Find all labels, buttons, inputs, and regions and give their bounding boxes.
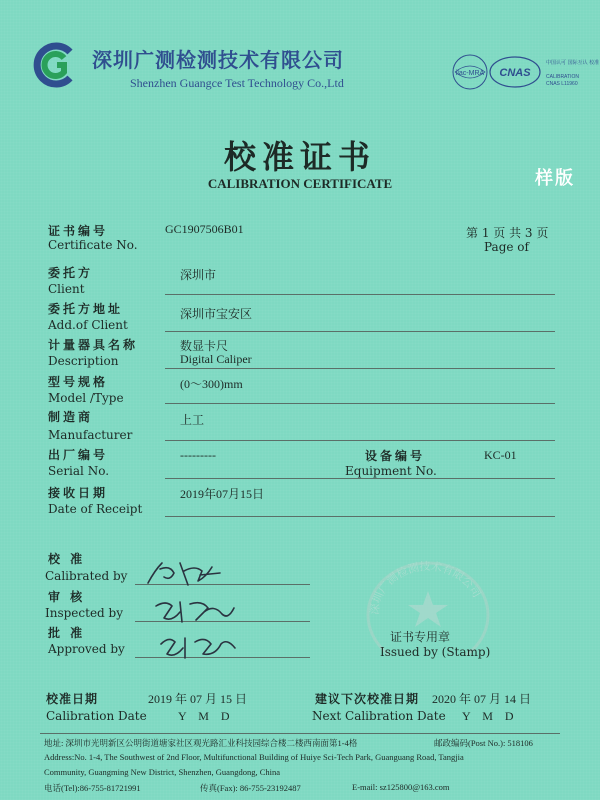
cnas-label: CNAS (499, 67, 531, 79)
calibrated-label-cn: 校 准 (48, 552, 86, 566)
cert-no-label-en: Certificate No. (48, 238, 138, 252)
client-label-en: Client (48, 282, 85, 296)
client-line (165, 294, 555, 295)
ilac-mra-icon (453, 55, 487, 89)
footer-divider (40, 733, 560, 734)
next-date-label-cn: 建议下次校准日期 (315, 692, 420, 706)
calibrated-signature (140, 555, 240, 590)
cert-no-label-cn: 证书编号 (48, 224, 109, 238)
client-value: 深圳市 (180, 268, 217, 282)
model-line (165, 403, 555, 404)
stamp-label-en: Issued by (Stamp) (380, 645, 491, 659)
manufacturer-line (165, 440, 555, 441)
company-name-cn: 深圳广测检测技术有限公司 (92, 48, 344, 72)
cal-date-value: 2019 年 07 月 15 日 (148, 692, 248, 706)
accreditation-marks (450, 52, 600, 92)
next-date-value: 2020 年 07 月 14 日 (432, 692, 532, 706)
serial-label-cn: 出厂编号 (48, 448, 109, 462)
description-line (165, 368, 555, 369)
sample-mark: 样版 (535, 168, 575, 189)
footer-address-en-2: Community, Guangming New District, Shenzhen, Guangdong, China (44, 767, 281, 777)
company-name-en: Shenzhen Guangce Test Technology Co.,Ltd (130, 76, 344, 90)
manufacturer-label-en: Manufacturer (48, 428, 133, 442)
client-addr-line (165, 331, 555, 332)
stamp-ring-text: 深圳广测检测技术有限公司 (367, 559, 484, 616)
stamp-label-cn: 证书专用章 (390, 630, 451, 644)
stamp-star-icon (408, 591, 448, 627)
cal-date-label-cn: 校准日期 (46, 692, 99, 706)
serial-line (165, 478, 555, 479)
footer-address-cn: 地址: 深圳市光明新区公明街道塘家社区观光路汇业科技园综合楼二楼西南面第1-4格 (44, 738, 358, 748)
next-date-ymd: Y M D (462, 709, 514, 723)
footer-address-en-1: Address:No. 1-4, The Southwest of 2nd Floor, Multifunctional Building of Huiye Sci-Tech Park, Guanguang Road, Tangjia (44, 752, 464, 762)
page-label-cn: 第 1 页 共 3 页 (466, 226, 549, 240)
cert-no-value: GC1907506B01 (165, 222, 244, 236)
cal-date-label-en: Calibration Date (46, 709, 147, 723)
footer-tel: 电话(Tel):86-755-81721991 (44, 783, 141, 793)
model-value: (0～300)mm (180, 377, 243, 391)
cnas-cn: 中国认可 国际互认 校准 (546, 60, 600, 66)
client-label-cn: 委托方 (48, 266, 94, 280)
company-logo-icon (32, 40, 82, 90)
description-value-cn: 数显卡尺 (180, 339, 229, 353)
equipment-label-en: Equipment No. (345, 464, 437, 478)
serial-value: --------- (180, 448, 216, 462)
approved-label-cn: 批 准 (48, 626, 86, 640)
client-addr-label-cn: 委托方地址 (48, 302, 124, 316)
receipt-value: 2019年07月15日 (180, 487, 265, 501)
footer-post-no: 邮政编码(Post No.): 518106 (434, 738, 533, 748)
ilac-label: ilac-MRA (455, 70, 485, 77)
description-value-en: Digital Caliper (180, 352, 252, 366)
description-label-en: Description (48, 354, 119, 368)
client-addr-label-en: Add.of Client (48, 318, 128, 332)
inspected-label-en: Inspected by (45, 606, 124, 620)
title-cn: 校准证书 (223, 138, 376, 176)
manufacturer-value: 上工 (180, 413, 205, 427)
receipt-label-cn: 接收日期 (48, 486, 109, 500)
page-label-en: Page of (484, 240, 529, 254)
title-en: CALIBRATION CERTIFICATE (207, 176, 393, 191)
client-addr-value: 深圳市宝安区 (180, 307, 253, 321)
description-label-cn: 计量器具名称 (48, 338, 139, 352)
next-date-label-en: Next Calibration Date (312, 709, 446, 723)
serial-label-en: Serial No. (48, 464, 110, 478)
manufacturer-label-cn: 制造商 (48, 410, 94, 424)
cnas-icon (490, 57, 540, 87)
cnas-en: CALIBRATION (546, 74, 579, 80)
inspected-label-cn: 审 核 (48, 590, 86, 604)
model-label-cn: 型号规格 (48, 375, 109, 389)
cnas-no: CNAS L11960 (546, 81, 578, 87)
model-label-en: Model /Type (48, 391, 124, 405)
equipment-label-cn: 设备编号 (365, 449, 426, 463)
footer-fax: 传真(Fax): 86-755-23192487 (200, 783, 301, 793)
approved-label-en: Approved by (48, 642, 125, 656)
receipt-label-en: Date of Receipt (48, 502, 143, 516)
cal-date-ymd: Y M D (178, 709, 230, 723)
calibrated-label-en: Calibrated by (45, 569, 128, 583)
approved-signature (155, 630, 245, 662)
inspected-signature (150, 594, 240, 626)
receipt-line (165, 516, 555, 517)
footer-email: E-mail: sz125800@163.com (352, 782, 450, 792)
equipment-value: KC-01 (484, 448, 517, 462)
